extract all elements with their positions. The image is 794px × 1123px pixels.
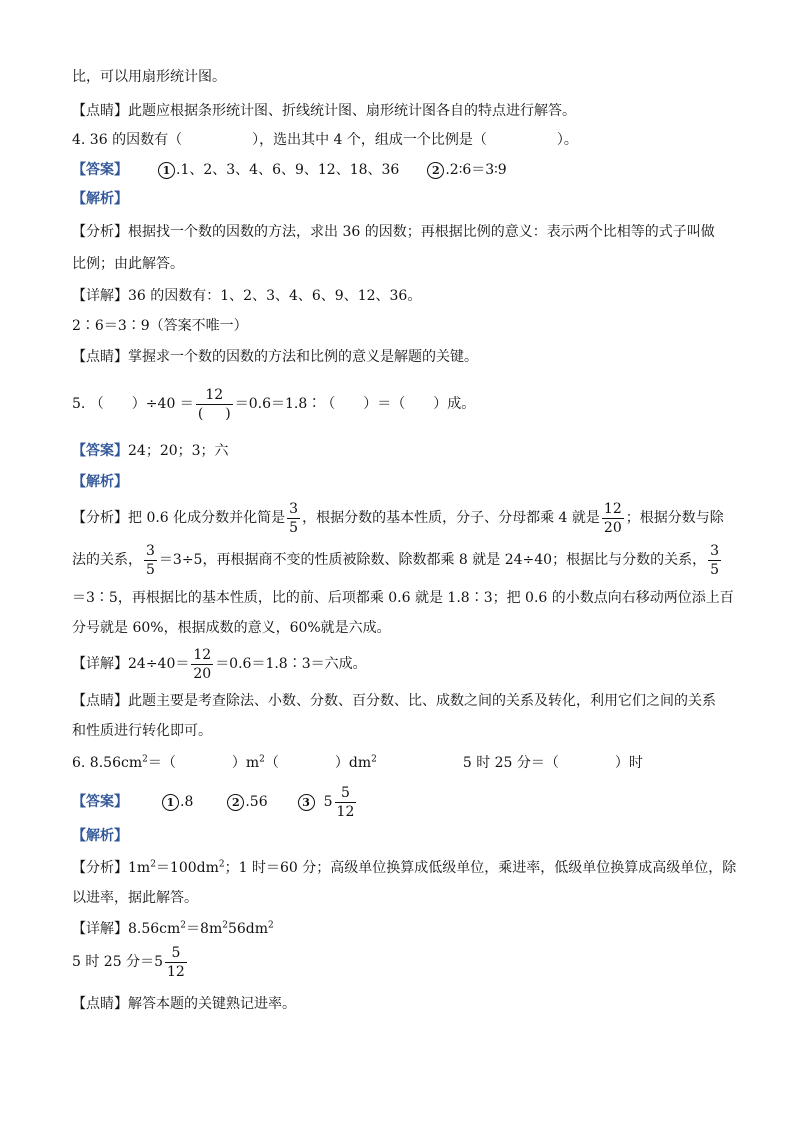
question-4: 4. 36 的因数有（ ），选出其中 4 个，组成一个比例是（ ）。 [72, 132, 578, 148]
q6-xiangjie-cont: 5 时 25 分＝5 $\frac{5}{12}$ [72, 944, 185, 980]
question-5: 5. （ ）÷40 ＝ $\frac{12}{( )}$ ＝0.6＝1.8∶（ ）＝（ ）成。 [72, 386, 476, 422]
q4-answer-line: 【答案】 1 .1、2、3、4、6、9、12、18、36 2 .2∶6＝3∶9 [72, 162, 507, 178]
circled-number: 3 [298, 794, 315, 811]
q5-dianjing: 【点睛】此题主要是考查除法、小数、分数、百分数、比、成数之间的关系及转化，利用它们之间的关系 [72, 693, 716, 709]
xiangjie-tag: 【详解】 [72, 921, 128, 937]
q4-jiexi [72, 189, 128, 209]
circled-number: 1 [162, 794, 179, 811]
fraction: $\frac{12}{( )}$ [197, 386, 231, 422]
jiexi-tag: 【解析】 [72, 474, 128, 490]
fraction: $\frac{5}{12}$ [336, 784, 355, 820]
q5-fenxi-2: 法的关系， $\frac{3}{5}$ ＝3÷5，再根据商不变的性质被除数、除数都乘 8 就是 24÷40；根据比与分数的关系， $\frac{3}{5}$ [72, 542, 720, 578]
q5-xiangjie: 【详解】24÷40＝ $\frac{12}{20}$ ＝0.6＝1.8∶3＝六成。 [72, 646, 367, 682]
answer-tag: 【答案】 [72, 162, 128, 178]
q6-jiexi [72, 826, 128, 846]
q4-xiangjie-cont: 2∶6＝3∶9（答案不唯一） [72, 318, 248, 334]
dianjing-tag: 【点睛】 [72, 103, 128, 119]
fraction: $\frac{5}{12}$ [166, 944, 185, 980]
circled-number: 2 [227, 794, 244, 811]
q4-fenxi-cont: 比例；由此解答。 [72, 256, 184, 272]
q4-dianjing: 【点睛】掌握求一个数的因数的方法和比例的意义是解题的关键。 [72, 349, 478, 365]
fraction: $\frac{12}{20}$ [193, 646, 212, 682]
q5-dianjing-cont: 和性质进行转化即可。 [72, 723, 212, 739]
fraction: $\frac{3}{5}$ [710, 542, 720, 578]
fenxi-tag: 【分析】 [72, 510, 128, 526]
xiangjie-tag: 【详解】 [72, 656, 128, 672]
dianjing-tag: 【点睛】 [72, 693, 128, 709]
question-6: 6. $8.56cm^2=$（ ）$m^2$（ ）$dm^2$ 5 时 25 分＝（ ）时 [72, 754, 643, 771]
dianjing-tag: 【点睛】 [72, 996, 128, 1012]
q6-xiangjie: 【详解】$8.56cm^2=8m^256dm^2$ [72, 920, 274, 937]
fenxi-tag: 【分析】 [72, 224, 128, 240]
text-line: 比，可以用扇形统计图。 [72, 69, 226, 85]
q5-answer-line: 【答案】24；20；3；六 [72, 443, 229, 459]
q5-fenxi-4: 分号就是 60%，根据成数的意义，60%就是六成。 [72, 620, 391, 636]
q4-xiangjie: 【详解】36 的因数有：1、2、3、4、6、9、12、36。 [72, 288, 422, 304]
dianjing-line: 【点睛】此题应根据条形统计图、折线统计图、扇形统计图各自的特点进行解答。 [72, 103, 576, 119]
dianjing-tag: 【点睛】 [72, 349, 128, 365]
q5-fenxi: 【分析】把 0.6 化成分数并化简是 $\frac{3}{5}$ ，根据分数的基本性质，分子、分母都乘 4 就是 $\frac{12}{20}$ ；根据分数与除 [72, 500, 724, 536]
fraction: $\frac{3}{5}$ [146, 542, 155, 578]
fraction: $\frac{12}{20}$ [603, 500, 622, 536]
circled-number: 1 [158, 162, 175, 179]
xiangjie-tag: 【详解】 [72, 288, 128, 304]
answer-tag: 【答案】 [72, 443, 128, 459]
q5-fenxi-3: ＝3∶5，再根据比的基本性质，比的前、后项都乘 0.6 就是 1.8∶3；把 0.6 的小数点向右移动两位添上百 [72, 590, 734, 606]
jiexi-tag: 【解析】 [72, 828, 128, 844]
fraction: $\frac{3}{5}$ [289, 500, 299, 536]
q6-answer-line: 【答案】 1 .8 2 .56 3 5 $\frac{5}{12}$ [72, 784, 355, 820]
answer-tag: 【答案】 [72, 794, 128, 810]
q4-fenxi: 【分析】根据找一个数的因数的方法，求出 36 的因数；再根据比例的意义：表示两个比相等的式子叫做 [72, 224, 715, 240]
q6-dianjing: 【点睛】解答本题的关键熟记进率。 [72, 996, 296, 1012]
q5-jiexi [72, 472, 128, 492]
q6-fenxi: 【分析】$1m^2=100dm^2$；1 时＝60 分；高级单位换算成低级单位，乘进率，低级单位换算成高级单位，除 [72, 859, 737, 876]
fenxi-tag: 【分析】 [72, 860, 128, 876]
circled-number: 2 [427, 162, 444, 179]
jiexi-tag: 【解析】 [72, 191, 128, 207]
q6-fenxi-cont: 以进率，据此解答。 [72, 890, 198, 906]
